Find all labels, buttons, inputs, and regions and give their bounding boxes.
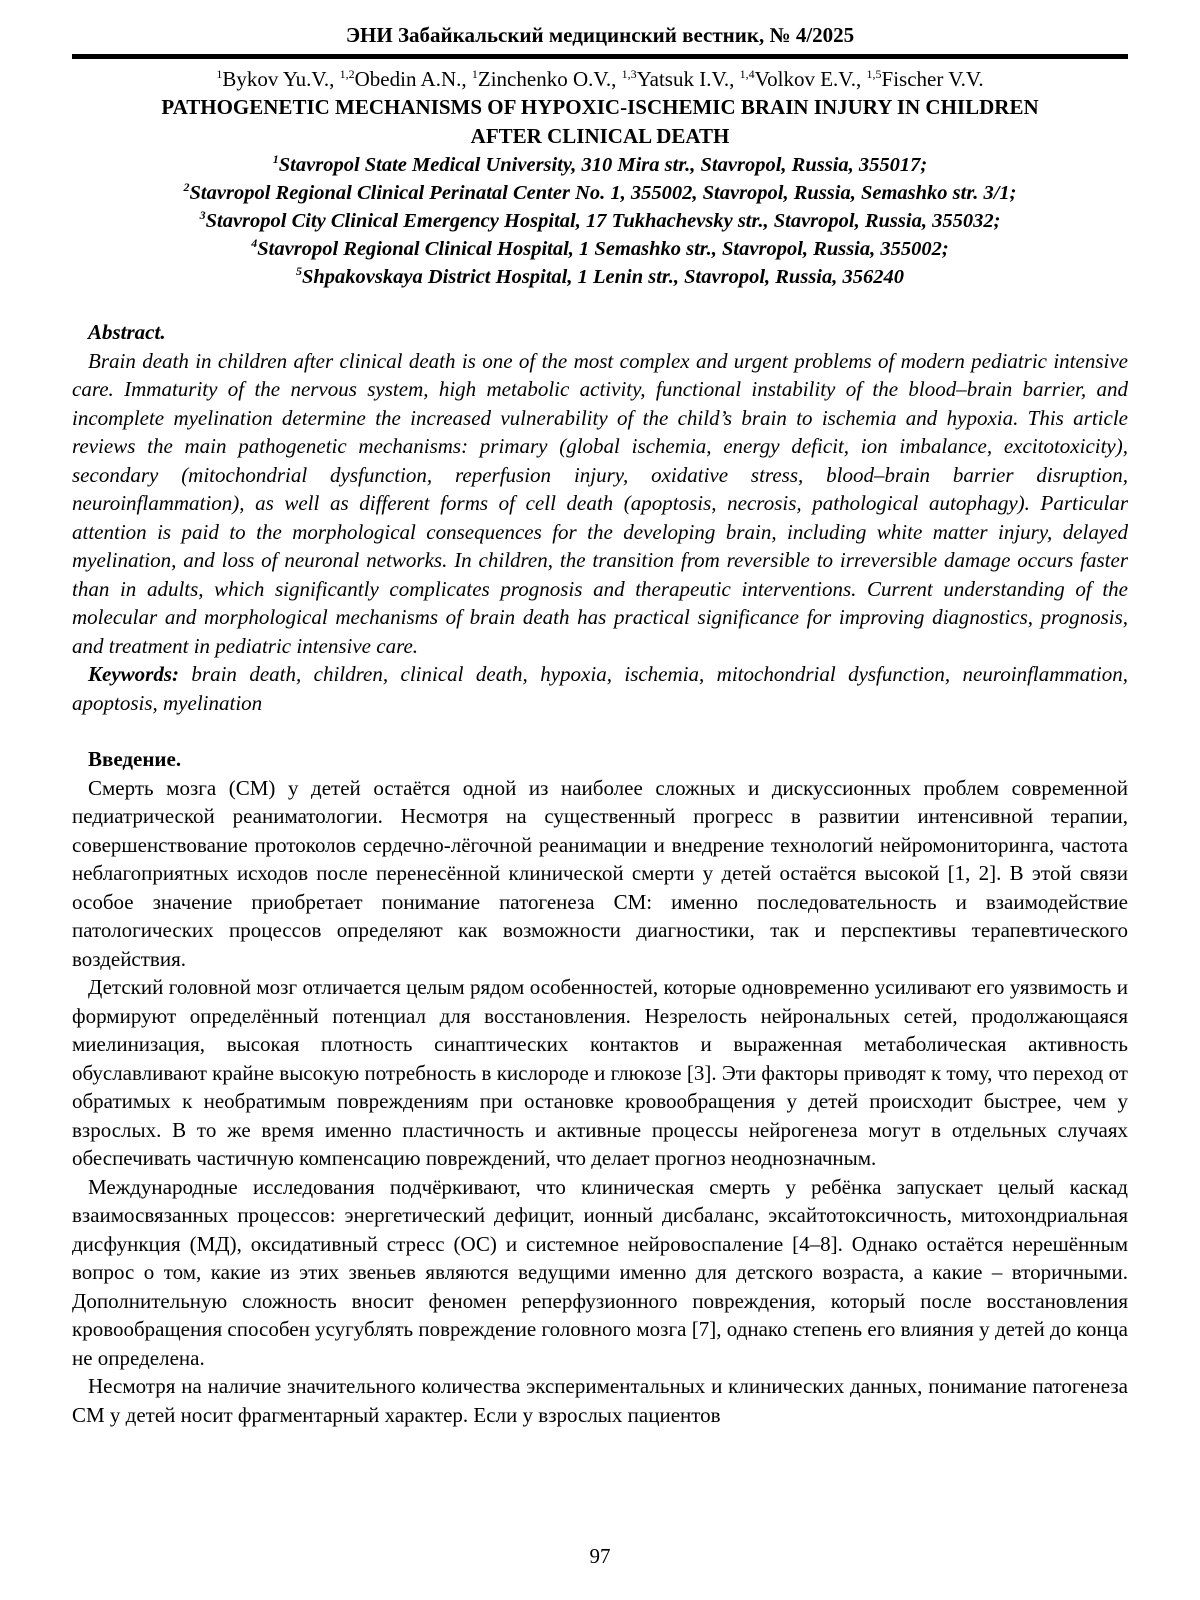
abstract-section bbox=[72, 318, 1128, 717]
article-title bbox=[72, 93, 1128, 151]
affiliation bbox=[72, 207, 1128, 235]
keywords-text: brain death, children, clinical death, hypoxia, ischemia, mitochondrial dysfunction, neuroinflammation, apoptosis, myelination bbox=[72, 662, 1129, 715]
affiliation-text: Stavropol City Clinical Emergency Hospital, 17 Tukhachevsky str., Stavropol, Russia, 355032; bbox=[205, 210, 1001, 232]
affiliation-text: Shpakovskaya District Hospital, 1 Lenin str., Stavropol, Russia, 356240 bbox=[302, 266, 904, 288]
paragraph: Международные исследования подчёркивают, что клиническая смерть у ребёнка запускает целый каскад взаимосвязанных процессов: энергетический дефицит, ионный дисбаланс, эксайтотоксичность, митохондриальная дисфункция (МД), оксидативный стресс (ОС) и системное нейровоспаление [4–8]. Однако остаётся нерешённым вопрос о том, какие из этих звеньев являются ведущими именно для детского возраста, а какие – вторичными. Дополнительную сложность вносит феномен реперфузионного повреждения, который после восстановления кровообращения способен усугублять повреждение головного мозга [7], однако степень его влияния у детей до конца не определена. bbox=[72, 1174, 1128, 1370]
affiliation-list bbox=[72, 151, 1128, 291]
affiliation bbox=[72, 151, 1128, 179]
introduction-section bbox=[72, 745, 1128, 1429]
author bbox=[216, 67, 339, 91]
affiliation bbox=[72, 235, 1128, 263]
title-line: AFTER CLINICAL DEATH bbox=[470, 124, 730, 148]
author-name: Zinchenko O.V., bbox=[477, 67, 622, 91]
author-name: Yatsuk I.V., bbox=[636, 67, 740, 91]
author bbox=[472, 67, 622, 91]
keywords bbox=[72, 660, 1128, 717]
author-name: Bykov Yu.V., bbox=[222, 67, 340, 91]
author-name: Fischer V.V. bbox=[881, 67, 984, 91]
affiliation-sup: 2 bbox=[183, 180, 190, 195]
author-affiliation-sup: 1 bbox=[471, 67, 478, 81]
page-number: 97 bbox=[589, 1544, 611, 1568]
affiliation-sup: 5 bbox=[296, 264, 302, 279]
journal-header: ЭНИ Забайкальский медицинский вестник, № 4/2025 bbox=[345, 23, 855, 47]
affiliation-text: Stavropol State Medical University, 310 Mira str., Stavropol, Russia, 355017; bbox=[278, 154, 928, 176]
author-name: Obedin A.N., bbox=[354, 67, 472, 91]
author bbox=[340, 67, 472, 91]
affiliation-sup: 1 bbox=[272, 152, 279, 167]
abstract-heading: Abstract. bbox=[88, 320, 166, 344]
affiliation bbox=[72, 263, 1128, 291]
introduction-heading: Введение. bbox=[88, 747, 182, 771]
affiliation bbox=[72, 179, 1128, 207]
author-list bbox=[72, 66, 1128, 93]
paragraph: Несмотря на наличие значительного количества экспериментальных и клинических данных, понимание патогенеза СМ у детей носит фрагментарный характер. Если у взрослых пациентов bbox=[72, 1374, 1128, 1427]
affiliation-sup: 4 bbox=[251, 236, 258, 251]
author bbox=[867, 67, 984, 91]
affiliation-text: Stavropol Regional Clinical Perinatal Center No. 1, 355002, Stavropol, Russia, Semashko str. 3/1; bbox=[189, 182, 1017, 204]
affiliation-text: Stavropol Regional Clinical Hospital, 1 Semashko str., Stavropol, Russia, 355002; bbox=[257, 238, 949, 260]
author-affiliation-sup: 1,5 bbox=[866, 67, 882, 81]
author-affiliation-sup: 1 bbox=[216, 67, 223, 81]
affiliation-sup: 3 bbox=[199, 208, 206, 223]
author bbox=[740, 67, 867, 91]
author bbox=[622, 67, 740, 91]
paragraph: Смерть мозга (СМ) у детей остаётся одной из наиболее сложных и дискуссионных проблем современной педиатрической реаниматологии. Несмотря на существенный прогресс в развитии интенсивной терапии, совершенствование протоколов сердечно-лёгочной реанимации и внедрение технологий нейромониторинга, частота неблагоприятных исходов после перенесённой клинической смерти у детей остаётся высокой [1, 2]. В этой связи особое значение приобретает понимание патогенеза СМ: именно последовательность и взаимодействие патологических процессов определяют как возможности диагностики, так и перспективы терапевтического воздействия. bbox=[72, 775, 1128, 971]
paragraph: Детский головной мозг отличается целым рядом особенностей, которые одновременно усиливают его уязвимость и формируют определённый потенциал для восстановления. Незрелость нейрональных сетей, продолжающаяся миелинизация, высокая плотность синаптических контактов и выраженная метаболическая активность обуславливают крайне высокую потребность в кислороде и глюкозе [3]. Эти факторы приводят к тому, что переход от обратимых к необратимым повреждениям при остановке кровообращения у детей происходит быстрее, чем у взрослых. В то же время именно пластичность и активные процессы нейрогенеза могут в отдельных случаях обеспечивать частичную компенсацию повреждений, что делает прогноз неоднозначным. bbox=[72, 975, 1128, 1170]
author-affiliation-sup: 1,2 bbox=[339, 67, 355, 81]
author-name: Volkov E.V., bbox=[754, 67, 867, 91]
header-divider bbox=[72, 54, 1128, 59]
title-line: PATHOGENETIC MECHANISMS OF HYPOXIC-ISCHEMIC BRAIN INJURY IN CHILDREN bbox=[161, 95, 1039, 119]
author-affiliation-sup: 1,3 bbox=[621, 67, 637, 81]
keywords-label: Keywords: bbox=[88, 662, 179, 686]
author-affiliation-sup: 1,4 bbox=[739, 67, 755, 81]
article-content bbox=[72, 66, 1128, 1429]
abstract-text: Brain death in children after clinical death is one of the most complex and urgent problems of modern pediatric intensive care. Immaturity of the nervous system, high metabolic activity, functional instability of the blood–brain barrier, and incomplete myelination determine the increased vulnerability of the child’s brain to ischemia and hypoxia. This article reviews the main pathogenetic mechanisms: primary (global ischemia, energy deficit, ion imbalance, excitotoxicity), secondary (mitochondrial dysfunction, reperfusion injury, oxidative stress, blood–brain barrier disruption, neuroinflammation), as well as different forms of cell death (apoptosis, necrosis, pathological autophagy). Particular attention is paid to the morphological consequences for the developing brain, including white matter injury, delayed myelination, and loss of neuronal networks. In children, the transition from reversible to irreversible damage occurs faster than in adults, which significantly complicates prognosis and therapeutic interventions. Current understanding of the molecular and morphological mechanisms of brain death has practical significance for improving diagnostics, prognosis, and treatment in pediatric intensive care. bbox=[72, 348, 1128, 658]
